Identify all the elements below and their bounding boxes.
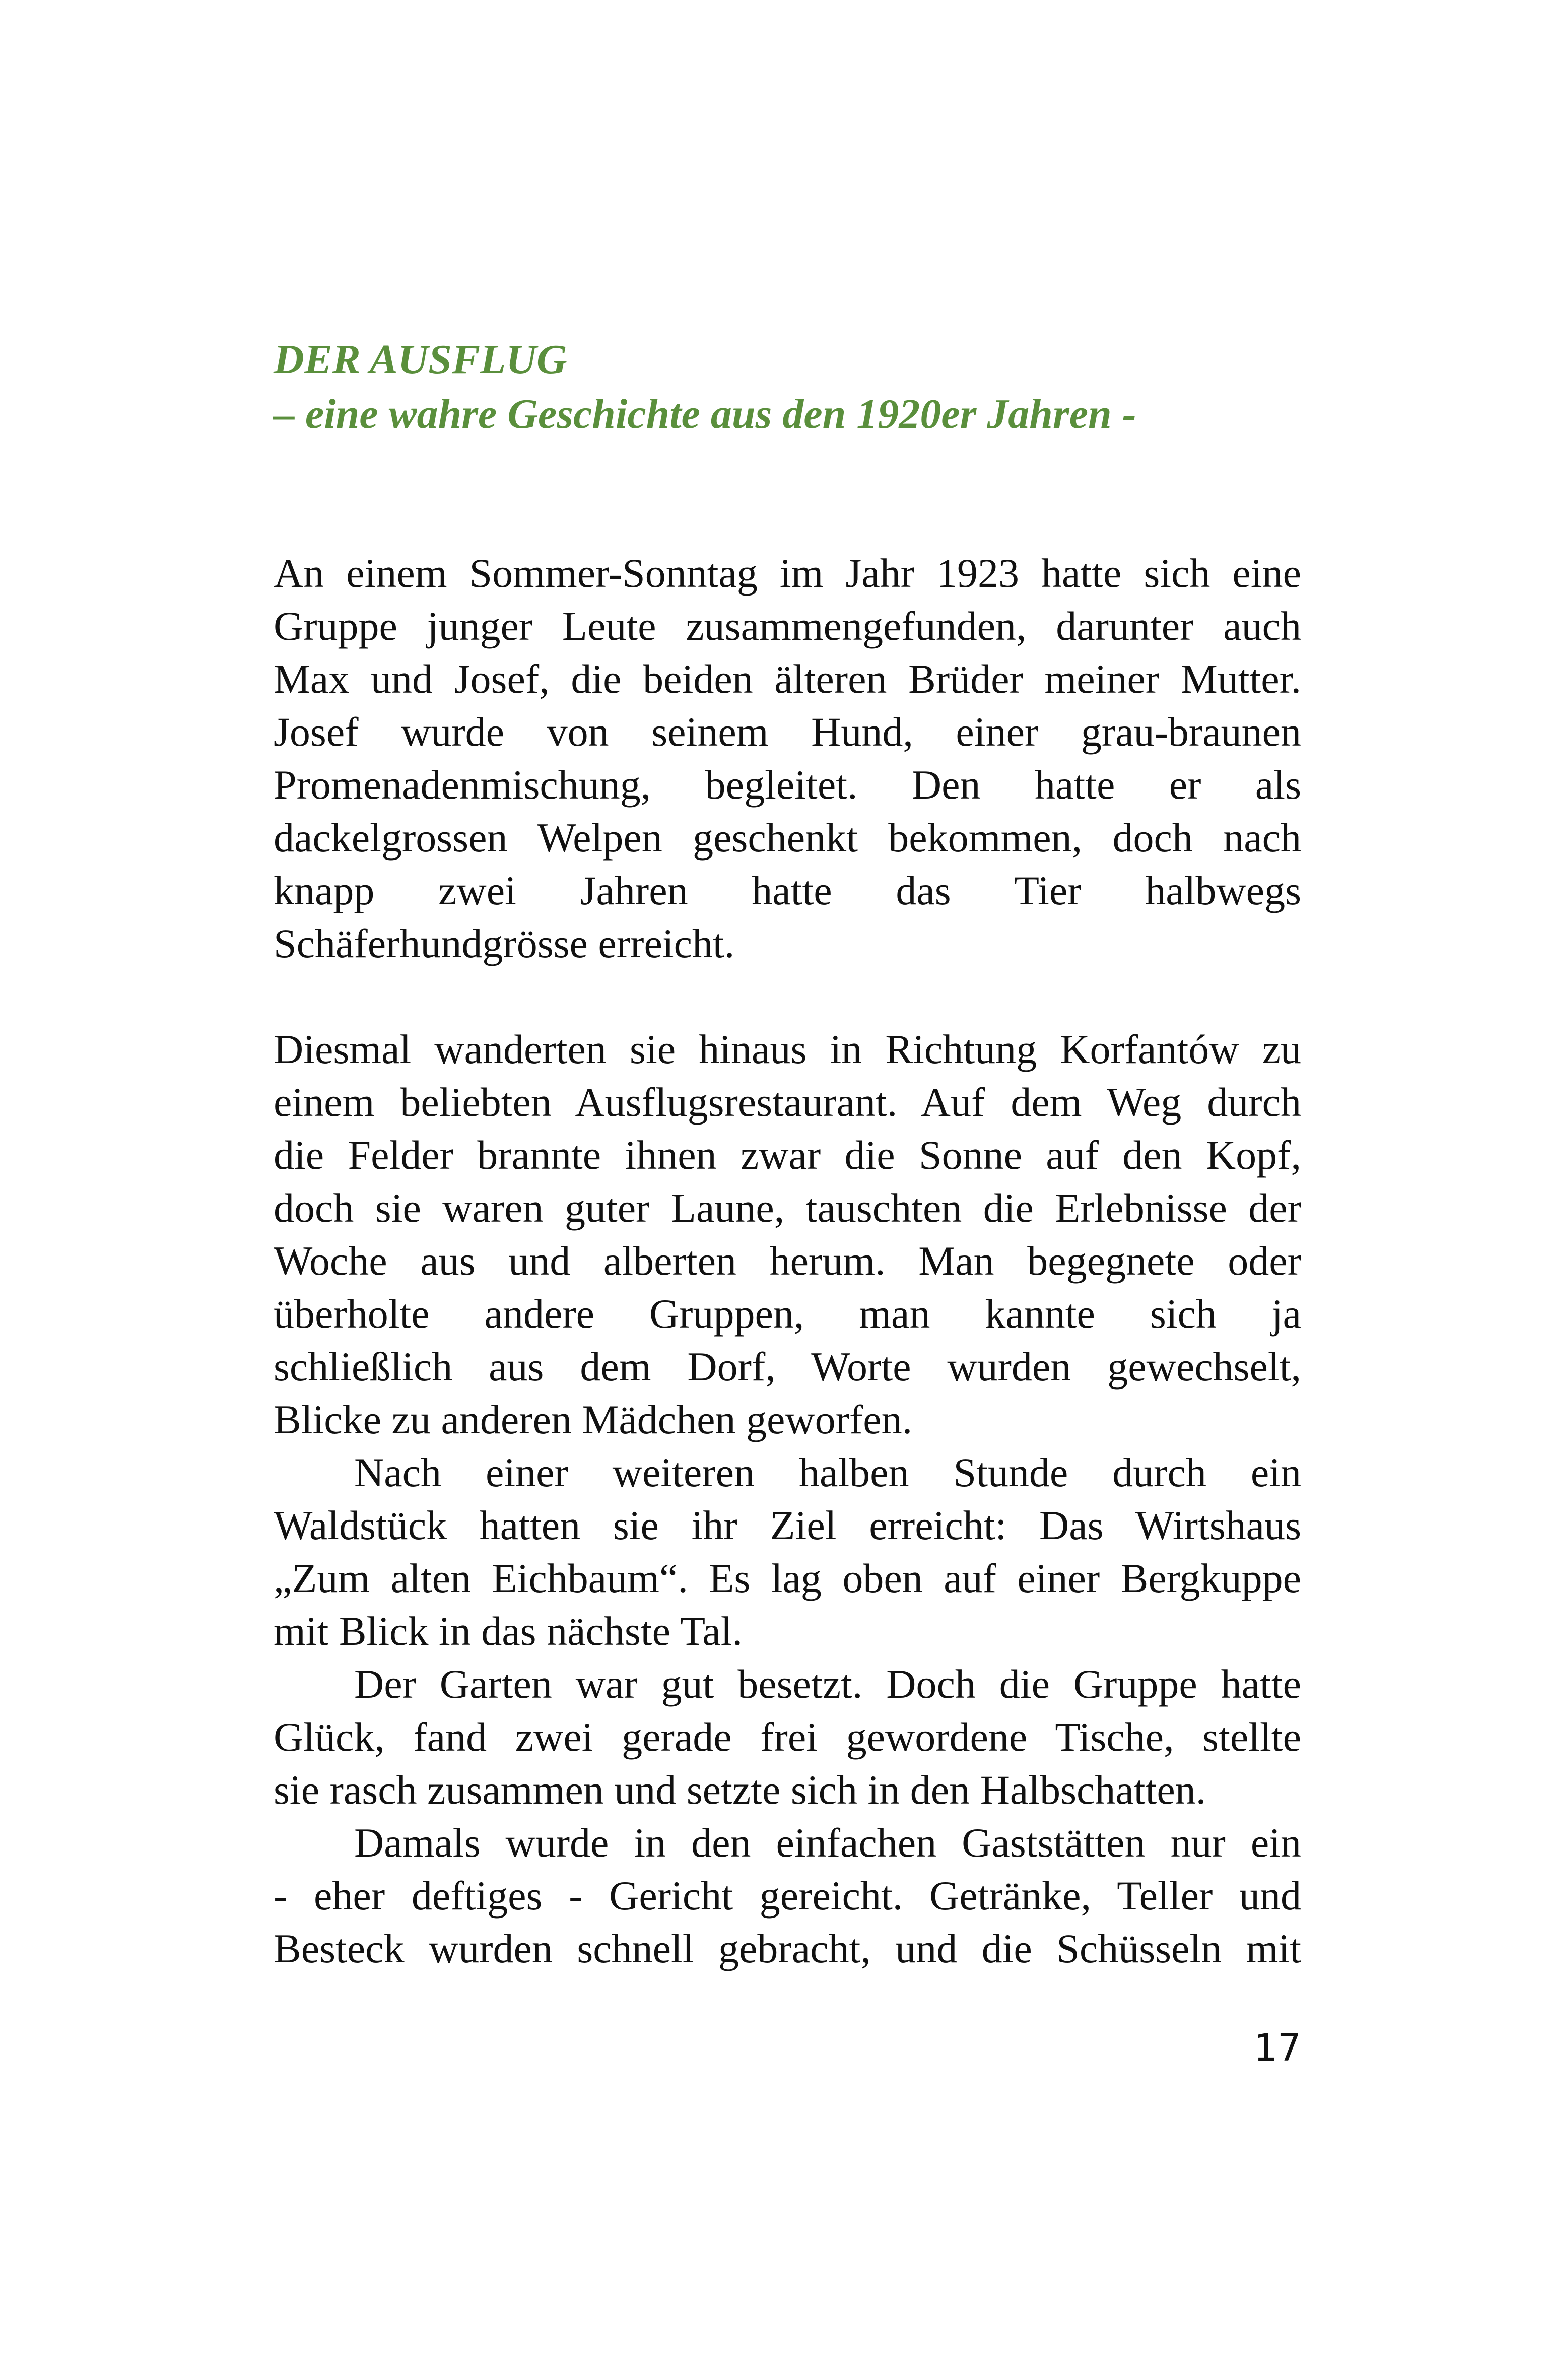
text-line: einem beliebten Ausflugsrestaurant. Auf dem Weg durch	[274, 1079, 1301, 1125]
chapter-heading	[274, 333, 1301, 441]
page-number: 17	[1253, 2026, 1301, 2070]
text-line: Promenadenmischung, begleitet. Den hatte er als	[274, 762, 1301, 808]
text-line: Damals wurde in den einfachen Gaststätten nur ein	[354, 1820, 1301, 1866]
chapter-title: DER AUSFLUG	[274, 336, 567, 383]
text-line: Besteck wurden schnell gebracht, und die Schüsseln mit	[274, 1926, 1301, 1971]
paragraph	[274, 1446, 1301, 1658]
paragraph	[274, 1816, 1301, 1975]
text-line: Josef wurde von seinem Hund, einer grau-braunen	[274, 709, 1301, 755]
text-line: Nach einer weiteren halben Stunde durch ein	[354, 1449, 1301, 1495]
body-text	[274, 547, 1301, 1975]
text-line: knapp zwei Jahren hatte das Tier halbwegs	[274, 868, 1301, 913]
text-line: - eher deftiges - Gericht gereicht. Getränke, Teller und	[274, 1873, 1301, 1919]
text-line: überholte andere Gruppen, man kannte sich ja	[274, 1291, 1301, 1337]
text-line: Max und Josef, die beiden älteren Brüder meiner Mutter.	[274, 656, 1301, 702]
text-line: Waldstück hatten sie ihr Ziel erreicht: Das Wirtshaus	[274, 1502, 1301, 1548]
text-line: „Zum alten Eichbaum“. Es lag oben auf einer Bergkuppe	[274, 1555, 1301, 1601]
text-line: doch sie waren guter Laune, tauschten die Erlebnisse der	[274, 1185, 1301, 1231]
text-line: An einem Sommer-Sonntag im Jahr 1923 hatte sich eine	[274, 550, 1301, 596]
text-line: Schäferhundgrösse erreicht.	[274, 920, 735, 966]
paragraph	[274, 1658, 1301, 1816]
text-line: die Felder brannte ihnen zwar die Sonne auf den Kopf,	[274, 1132, 1301, 1178]
text-line: Gruppe junger Leute zusammengefunden, darunter auch	[274, 603, 1301, 649]
text-line: dackelgrossen Welpen geschenkt bekommen, doch nach	[274, 815, 1301, 861]
chapter-subtitle: – eine wahre Geschichte aus den 1920er Jahren -	[274, 390, 1136, 437]
text-line: Woche aus und alberten herum. Man begegnete oder	[274, 1238, 1301, 1284]
text-line: Diesmal wanderten sie hinaus in Richtung Korfantów zu	[274, 1026, 1301, 1072]
text-line: mit Blick in das nächste Tal.	[274, 1608, 743, 1654]
paragraph-gap	[274, 970, 1301, 1023]
text-line: schließlich aus dem Dorf, Worte wurden gewechselt,	[274, 1344, 1301, 1390]
text-line: Der Garten war gut besetzt. Doch die Gruppe hatte	[354, 1661, 1301, 1707]
text-line: sie rasch zusammen und setzte sich in den Halbschatten.	[274, 1767, 1206, 1813]
paragraph	[274, 547, 1301, 970]
paragraph	[274, 1023, 1301, 1446]
text-line: Blicke zu anderen Mädchen geworfen.	[274, 1397, 913, 1442]
text-line: Glück, fand zwei gerade frei gewordene Tische, stellte	[274, 1714, 1301, 1760]
